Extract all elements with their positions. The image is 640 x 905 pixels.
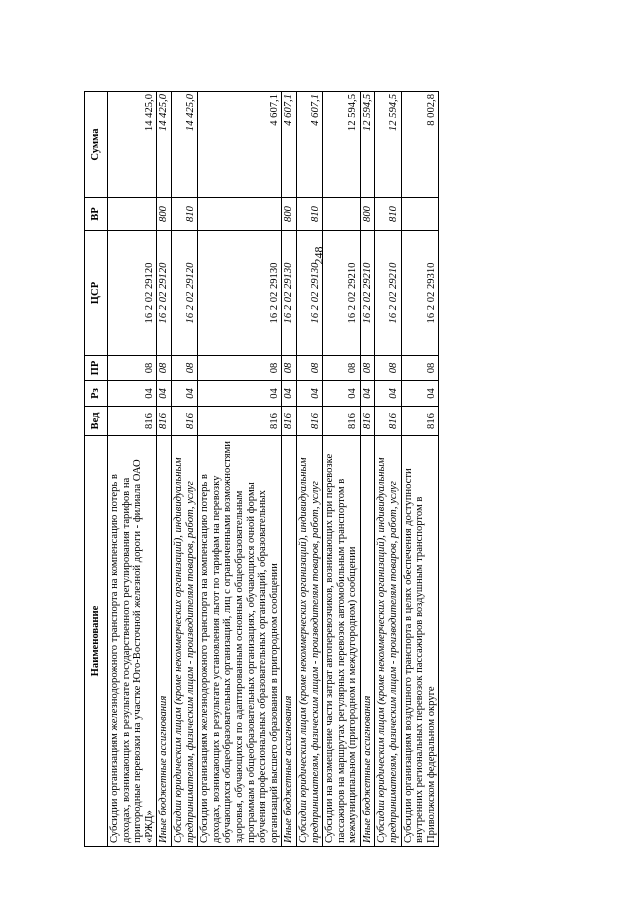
- header-vr: ВР: [85, 198, 108, 231]
- cell-name: Субсидии на возмещение части затрат автоперевозчиков, возникающих при перевозке пассажиров на маршрутах регулярных перевозок автомобильным транспортом в межмуниципальном (пригородном и междугородном) сообщении: [323, 436, 361, 847]
- table-row: [401, 92, 439, 847]
- cell-sum: 14 425,0: [157, 92, 172, 198]
- cell-rz: 04: [108, 381, 157, 407]
- cell-ved: 816: [360, 407, 375, 436]
- cell-rz: 04: [282, 381, 297, 407]
- cell-ved: 816: [323, 407, 361, 436]
- cell-vr: 800: [360, 198, 375, 231]
- cell-csr: 16 2 02 29120: [108, 231, 157, 356]
- table-row: [323, 92, 361, 847]
- table-row: [360, 92, 375, 847]
- cell-ved: 816: [401, 407, 439, 436]
- page-number: 248: [311, 246, 326, 265]
- cell-vr: [108, 198, 157, 231]
- cell-pr: 08: [296, 356, 322, 381]
- cell-csr: 16 2 02 29130: [198, 231, 282, 356]
- cell-pr: 08: [375, 356, 401, 381]
- cell-rz: 04: [296, 381, 322, 407]
- header-name: Наименование: [85, 436, 108, 847]
- header-sum: Сумма: [85, 92, 108, 198]
- table-body: [108, 92, 439, 847]
- cell-rz: 04: [171, 381, 197, 407]
- cell-csr: 16 2 02 29310: [401, 231, 439, 356]
- cell-rz: 04: [375, 381, 401, 407]
- cell-sum: 4 607,1: [296, 92, 322, 198]
- header-pr: ПР: [85, 356, 108, 381]
- cell-vr: [401, 198, 439, 231]
- table-row: [108, 92, 157, 847]
- cell-ved: 816: [375, 407, 401, 436]
- cell-vr: 800: [282, 198, 297, 231]
- cell-pr: 08: [171, 356, 197, 381]
- header-rz: Рз: [85, 381, 108, 407]
- cell-sum: 12 594,5: [375, 92, 401, 198]
- cell-pr: 08: [401, 356, 439, 381]
- table-row: [296, 92, 322, 847]
- cell-sum: 4 607,1: [198, 92, 282, 198]
- table-row: [375, 92, 401, 847]
- cell-pr: 08: [323, 356, 361, 381]
- cell-pr: 08: [360, 356, 375, 381]
- cell-sum: 12 594,5: [323, 92, 361, 198]
- cell-name: Иные бюджетные ассигнования: [157, 436, 172, 847]
- cell-rz: 04: [401, 381, 439, 407]
- cell-pr: 08: [157, 356, 172, 381]
- cell-vr: 810: [171, 198, 197, 231]
- table-row: [282, 92, 297, 847]
- cell-name: Иные бюджетные ассигнования: [360, 436, 375, 847]
- budget-table: [84, 91, 439, 847]
- header-csr: ЦСР: [85, 231, 108, 356]
- header-row: [85, 92, 108, 847]
- cell-vr: 810: [375, 198, 401, 231]
- cell-name: Субсидии юридическим лицам (кроме некоммерческих организаций), индивидуальным предпринимателям, физическим лицам - производителям товаров, работ, услуг: [171, 436, 197, 847]
- cell-sum: 4 607,1: [282, 92, 297, 198]
- cell-vr: 810: [296, 198, 322, 231]
- cell-name: Иные бюджетные ассигнования: [282, 436, 297, 847]
- cell-vr: [323, 198, 361, 231]
- cell-ved: 816: [198, 407, 282, 436]
- cell-name: Субсидии организациям железнодорожного транспорта на компенсацию потерь в доходах, возникающих в результате установления льгот по тарифам на перевозку обучающихся общеобразовательных организаций, лиц с ограниченными возможностями здоровья, обучающихся по адаптированным основным общеобразовательным программам в общеобразовательных организациях, обучающихся очной формы обучения профессиональных образовательных организаций, образовательных организаций высшего образования в пригородном сообщении: [198, 436, 282, 847]
- cell-csr: 16 2 02 29210: [375, 231, 401, 356]
- cell-csr: 16 2 02 29120: [171, 231, 197, 356]
- cell-csr: 16 2 02 29130: [282, 231, 297, 356]
- cell-csr: 16 2 02 29130: [296, 231, 322, 356]
- cell-ved: 816: [157, 407, 172, 436]
- cell-sum: 12 594,5: [360, 92, 375, 198]
- cell-sum: 14 425,0: [108, 92, 157, 198]
- cell-rz: 04: [360, 381, 375, 407]
- cell-csr: 16 2 02 29120: [157, 231, 172, 356]
- cell-ved: 816: [282, 407, 297, 436]
- cell-pr: 08: [108, 356, 157, 381]
- cell-csr: 16 2 02 29210: [323, 231, 361, 356]
- cell-csr: 16 2 02 29210: [360, 231, 375, 356]
- table-row: [198, 92, 282, 847]
- table-row: [171, 92, 197, 847]
- cell-name: Субсидии организациям железнодорожного транспорта на компенсацию потерь в доходах, возникающих в результате государственного регулирования тарифов на пригородные перевозки на участке Юго-Восточной железной дороги - филиала ОАО «РЖД»: [108, 436, 157, 847]
- cell-ved: 816: [108, 407, 157, 436]
- cell-sum: 14 425,0: [171, 92, 197, 198]
- cell-ved: 816: [296, 407, 322, 436]
- cell-pr: 08: [198, 356, 282, 381]
- cell-ved: 816: [171, 407, 197, 436]
- rotated-table-container: [84, 92, 558, 847]
- header-ved: Вед: [85, 407, 108, 436]
- table-row: [157, 92, 172, 847]
- cell-vr: [198, 198, 282, 231]
- cell-rz: 04: [323, 381, 361, 407]
- cell-name: Субсидии организациям воздушного транспорта в целях обеспечения доступности внутренних региональных перевозок пассажиров воздушным транспортом в Приволжском федеральном округе: [401, 436, 439, 847]
- cell-pr: 08: [282, 356, 297, 381]
- cell-rz: 04: [198, 381, 282, 407]
- cell-vr: 800: [157, 198, 172, 231]
- cell-name: Субсидии юридическим лицам (кроме некоммерческих организаций), индивидуальным предпринимателям, физическим лицам - производителям товаров, работ, услуг: [375, 436, 401, 847]
- cell-sum: 8 002,8: [401, 92, 439, 198]
- cell-rz: 04: [157, 381, 172, 407]
- cell-name: Субсидии юридическим лицам (кроме некоммерческих организаций), индивидуальным предпринимателям, физическим лицам - производителям товаров, работ, услуг: [296, 436, 322, 847]
